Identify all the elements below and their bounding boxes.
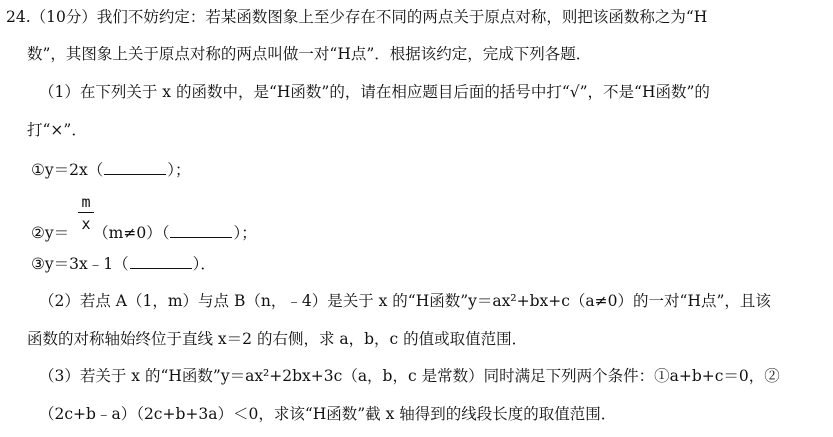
part1-text: （1）在下列关于 x 的函数中，是“H函数”的，请在相应题目后面的括号中打“√”，不是“H函数”的 [39, 83, 710, 101]
fraction-denominator: x [81, 215, 91, 233]
item1 [31, 159, 191, 180]
answer-blank-1[interactable] [104, 159, 166, 175]
item1-prefix: ①y＝2x（ [31, 161, 104, 179]
item2-mid: （m≠0）（ [93, 224, 170, 242]
item2-suffix: ）； [233, 224, 257, 242]
item2-prefix: ②y＝ [31, 224, 70, 242]
part1-text-cont: 打“×”． [27, 121, 87, 139]
item3 [31, 253, 216, 274]
fraction-bar [78, 212, 94, 213]
part3-text: （3）若关于 x 的“H函数”y＝ax²+2bx+3c（a，b，c 是常数）同时满足下列两个条件：①a+b+c＝0，② [39, 367, 780, 385]
answer-blank-2[interactable] [170, 222, 232, 238]
item3-suffix: ）． [192, 255, 216, 273]
problem-intro: 数”，其图象上关于原点对称的两点叫做一对“H点”．根据该约定，完成下列各题． [27, 45, 592, 63]
fraction-numerator: m [81, 193, 91, 211]
part2-text: （2）若点 A（1，m）与点 B（n，﹣4）是关于 x 的“H函数”y＝ax²+bx+c（a≠0）的一对“H点”，且该 [39, 292, 771, 310]
part2-text-cont: 函数的对称轴始终位于直线 x＝2 的右侧，求 a，b，c 的值或取值范围． [27, 330, 528, 348]
item3-prefix: ③y＝3x﹣1（ [31, 255, 129, 273]
part3-text-cont: （2c+b﹣a）（2c+b+3a）＜0，求该“H函数”截 x 轴得到的线段长度的取值范围． [39, 405, 617, 423]
item1-suffix: ）； [167, 161, 191, 179]
problem-header: 24.（10分）我们不妨约定：若某函数图象上至少存在不同的两点关于原点对称，则把该函数称之为“H [6, 8, 708, 26]
answer-blank-3[interactable] [130, 253, 192, 269]
item2 [31, 222, 257, 243]
